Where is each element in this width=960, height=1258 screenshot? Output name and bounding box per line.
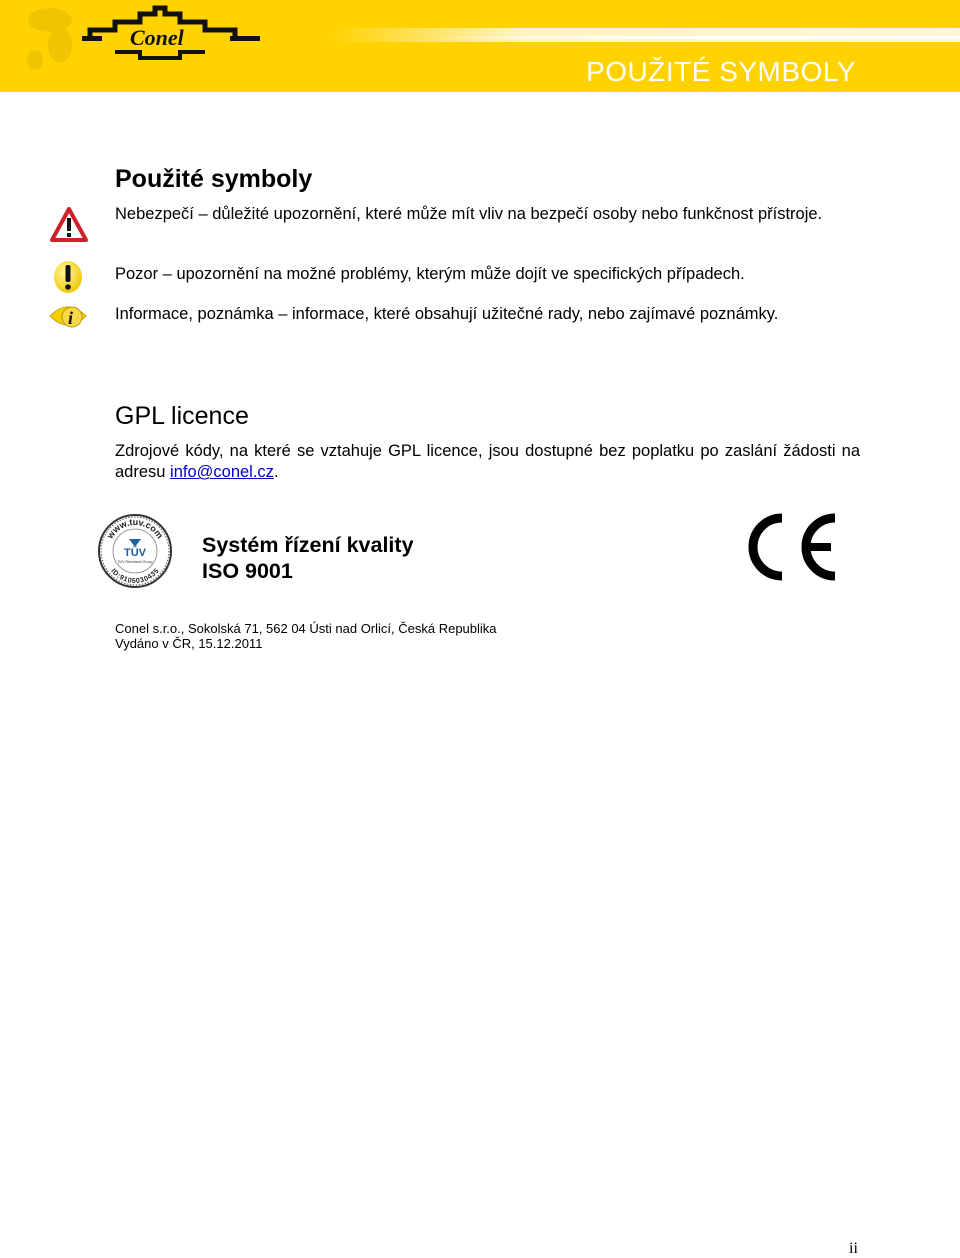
page-number: ii (849, 1240, 858, 1257)
svg-text:i: i (68, 308, 74, 328)
header-stripe-accent (420, 36, 960, 39)
info-description: Informace, poznámka – informace, které obsahují užitečné rady, nebo zajímavé poznámky. (115, 305, 779, 323)
tuv-mark: TÜV (124, 547, 146, 559)
logo-wordmark: Conel (130, 25, 184, 50)
header-band (0, 0, 960, 92)
info-icon (48, 298, 88, 334)
tuv-group: TÜV Rheinland Group (117, 560, 153, 564)
ce-mark-icon (745, 512, 840, 582)
tuv-id-text: ID:9105030435 (109, 567, 161, 586)
company-address: Conel s.r.o., Sokolská 71, 562 04 Ústi nad Orlicí, Česká Republika (115, 621, 497, 636)
gpl-text: Zdrojové kódy, na které se vztahuje GPL licence, jsou dostupné bez poplatku po zaslání žádosti na adresu (115, 442, 860, 481)
gpl-description (115, 441, 860, 483)
header-stripe (330, 28, 960, 42)
gpl-trailing: . (273, 463, 279, 481)
symbols-heading: Použité symboly (115, 165, 313, 193)
tuv-certification-seal (97, 513, 173, 589)
attention-exclamation-icon (52, 260, 84, 294)
issue-date: Vydáno v ČR, 15.12.2011 (115, 636, 263, 651)
page-header-title: POUŽITÉ SYMBOLY (586, 56, 856, 87)
danger-description: Nebezpečí – důležité upozornění, které může mít vliv na bezpečí osoby nebo funkčnost přístroje. (115, 205, 823, 223)
attention-description: Pozor – upozornění na možné problémy, kterým může dojít ve specifických případech. (115, 265, 745, 283)
conel-logo (20, 0, 270, 80)
email-link[interactable]: info@conel.cz (170, 463, 274, 481)
danger-triangle-icon (50, 207, 88, 243)
tuv-url-text: www.tuv.com (104, 516, 166, 541)
iso-standard: ISO 9001 (202, 559, 293, 583)
quality-system-title: Systém řízení kvality (202, 533, 414, 557)
gpl-heading: GPL licence (115, 402, 249, 430)
